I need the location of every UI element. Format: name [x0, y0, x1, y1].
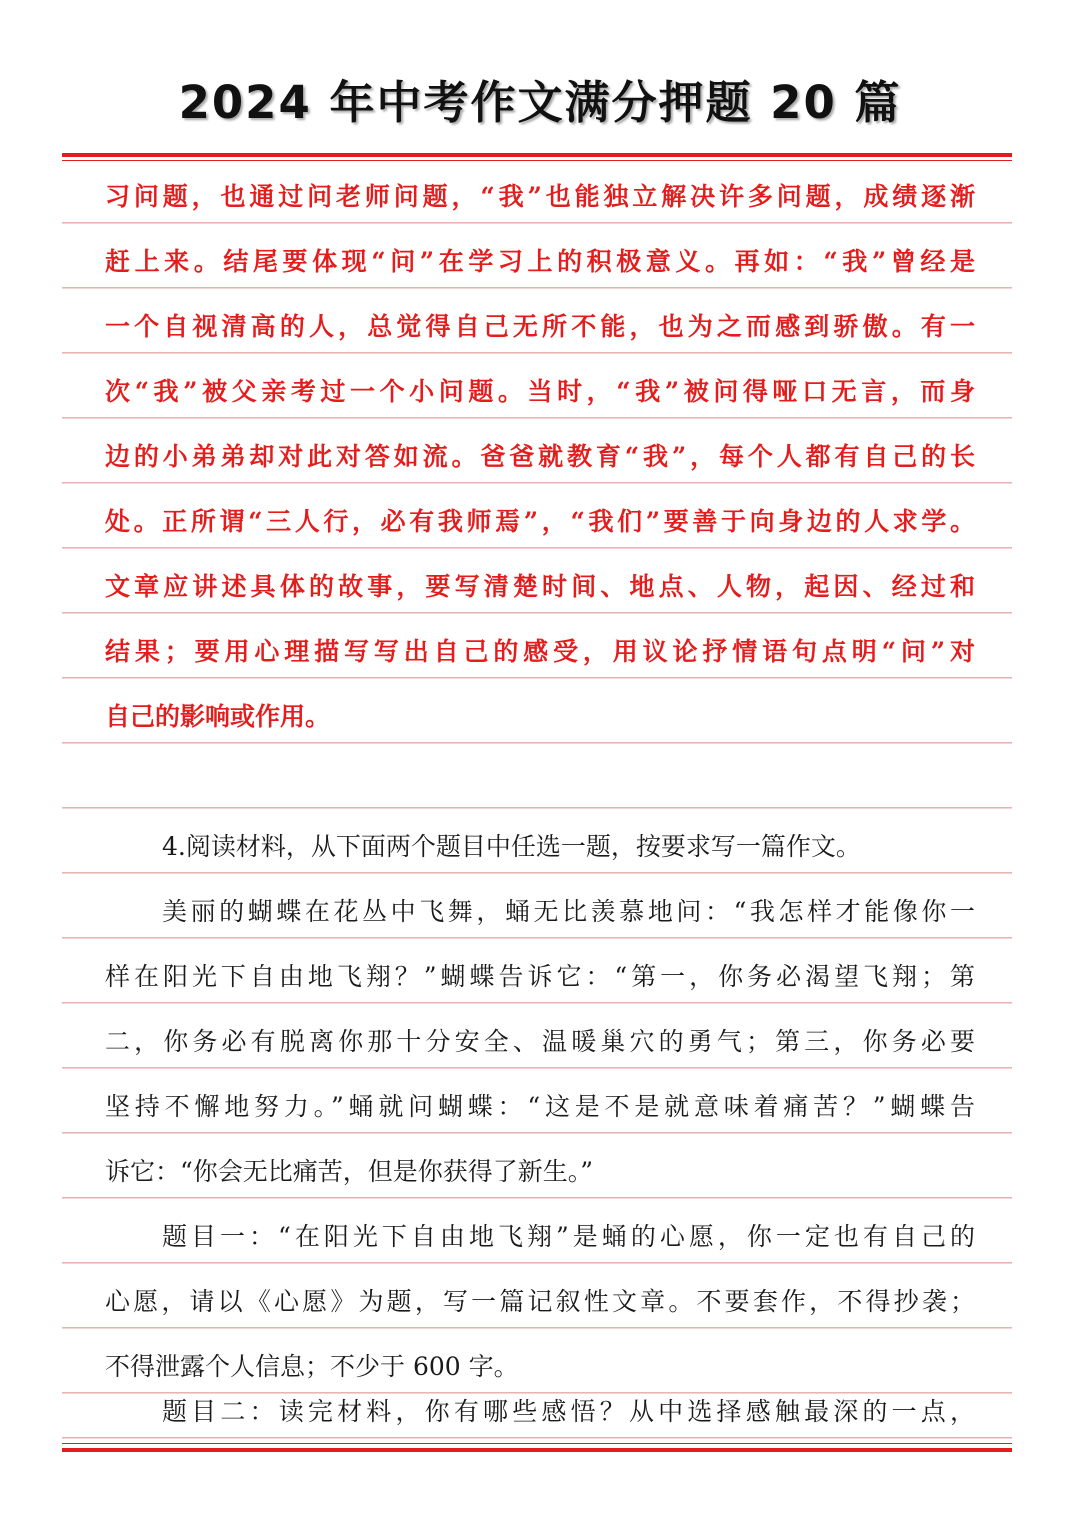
line-text: 处。正所谓“三人行，必有我师焉”，“我们”要善于向身边的人求学。 [105, 507, 975, 536]
line-text: 结果；要用心理描写写出自己的感受，用议论抒情语句点明“问”对 [105, 637, 975, 666]
text-line [62, 873, 1012, 938]
text-line [62, 1198, 1012, 1263]
title-rule-thick [62, 153, 1012, 157]
text-line [62, 938, 1012, 1003]
line-text: 坚持不懈地努力。”蛹就问蝴蝶：“这是不是就意味着痛苦？”蝴蝶告 [105, 1092, 975, 1121]
text-line [62, 613, 1012, 678]
line-text: 题目二：读完材料，你有哪些感悟？从中选择感触最深的一点， [162, 1397, 975, 1426]
text-line [62, 1003, 1012, 1068]
line-text: 心愿，请以《心愿》为题，写一篇记叙性文章。不要套作，不得抄袭； [105, 1287, 975, 1316]
text-line [62, 223, 1012, 288]
line-text: 次“我”被父亲考过一个小问题。当时，“我”被问得哑口无言，而身 [105, 377, 975, 406]
line-text: 边的小弟弟却对此对答如流。爸爸就教育“我”，每个人都有自己的长 [105, 442, 975, 471]
line-text: 美丽的蝴蝶在花丛中飞舞，蛹无比羡慕地问：“我怎样才能像你一 [162, 897, 975, 926]
text-line [62, 418, 1012, 483]
line-text: 4.阅读材料，从下面两个题目中任选一题，按要求写一篇作文。 [162, 832, 861, 861]
line-text: 赶上来。结尾要体现“问”在学习上的积极意义。再如：“我”曾经是 [105, 247, 975, 276]
line-text: 不得泄露个人信息；不少于 600 字。 [105, 1352, 519, 1381]
page-title: 2024 年中考作文满分押题 20 篇 [178, 76, 902, 129]
line-text: 题目一：“在阳光下自由地飞翔”是蛹的心愿，你一定也有自己的 [162, 1222, 975, 1251]
text-line [62, 678, 1012, 743]
text-line [62, 1263, 1012, 1328]
line-text: 一个自视清高的人，总觉得自己无所不能，也为之而感到骄傲。有一 [105, 312, 975, 341]
text-line [62, 483, 1012, 548]
text-line [62, 1378, 1012, 1438]
text-line [62, 548, 1012, 613]
line-text: 自己的影响或作用。 [105, 702, 331, 731]
footer-rule-thick [62, 1448, 1012, 1452]
text-line [62, 808, 1012, 873]
line-text: 习问题，也通过问老师问题，“我”也能独立解决许多问题，成绩逐渐 [105, 182, 975, 211]
line-text: 诉它：“你会无比痛苦，但是你获得了新生。” [105, 1157, 594, 1186]
text-line [62, 158, 1012, 223]
footer-rule-thin [62, 1443, 1012, 1444]
line-text: 二，你务必有脱离你那十分安全、温暖巢穴的勇气；第三，你务必要 [105, 1027, 975, 1056]
text-line [62, 353, 1012, 418]
line-text: 样在阳光下自由地飞翔？”蝴蝶告诉它：“第一，你务必渴望飞翔；第 [105, 962, 975, 991]
empty-ruled-line [62, 743, 1012, 808]
text-line [62, 288, 1012, 353]
text-line [62, 1068, 1012, 1133]
line-text: 文章应讲述具体的故事，要写清楚时间、地点、人物，起因、经过和 [105, 572, 975, 601]
text-line [62, 1133, 1012, 1198]
